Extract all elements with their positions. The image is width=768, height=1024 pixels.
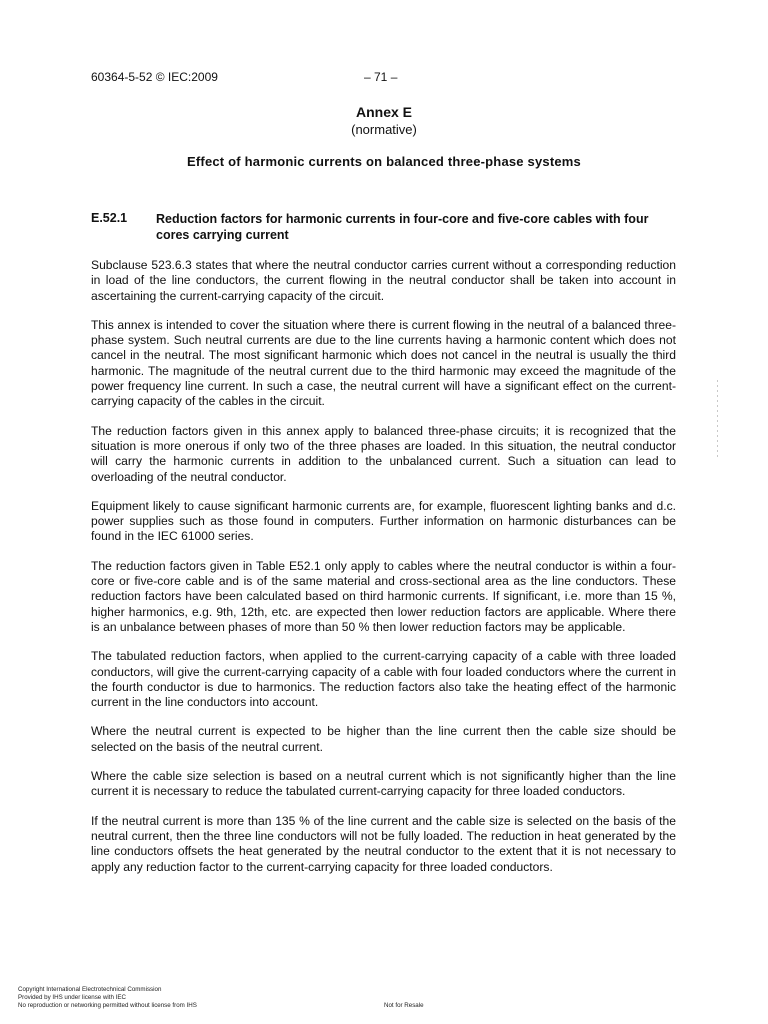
footer-line: Provided by IHS under license with IEC <box>18 994 126 1001</box>
footer-line: No reproduction or networking permitted without license from IHS <box>18 1002 197 1009</box>
not-for-resale-label: Not for Resale <box>384 1002 424 1009</box>
clause-number: E.52.1 <box>91 211 128 225</box>
footer-line: Copyright International Electrotechnical Commission <box>18 986 162 993</box>
document-reference: 60364-5-52 © IEC:2009 <box>91 70 218 84</box>
paragraph: Equipment likely to cause significant harmonic currents are, for example, fluorescent lighting banks and d.c. power supplies such as those found in computers. Further information on harmonic disturbances can be found in the IEC 61000 series. <box>91 498 676 544</box>
paragraph: Where the neutral current is expected to be higher than the line current then the cable size should be selected on the basis of the neutral current. <box>91 724 676 754</box>
paragraph: This annex is intended to cover the situation where there is current flowing in the neutral of a balanced three-phase system. Such neutral currents are due to the line currents having a harmonic content which does not cancel in the neutral. The most significant harmonic which does not cancel in the neutral is usually the third harmonic. The magnitude of the neutral current due to the third harmonic may exceed the magnitude of the power frequency line current. In such a case, the neutral current will have a significant effect on the current-carrying capacity of the cables in the circuit. <box>91 317 676 409</box>
annex-title: Annex E <box>355 104 412 120</box>
clause-title: Reduction factors for harmonic currents in four-core and five-core cables with four cores carrying current <box>156 212 649 242</box>
annex-heading: Effect of harmonic currents on balanced three-phase systems <box>187 154 581 169</box>
paragraph: Where the cable size selection is based on a neutral current which is not significantly higher than the line current it is necessary to reduce the tabulated current-carrying capacity for three loaded conductors. <box>91 769 676 799</box>
margin-watermark <box>714 380 722 460</box>
copyright-footer <box>18 986 197 1010</box>
body-text <box>91 258 676 889</box>
paragraph: If the neutral current is more than 135 % of the line current and the cable size is selected on the basis of the neutral current, then the three line conductors will not be fully loaded. The reduction in heat generated by the line conductors offsets the heat generated by the neutral conductor to the extent that it is not necessary to apply any reduction factor to the current-carrying capacity for three loaded conductors. <box>91 813 676 874</box>
paragraph: The reduction factors given in Table E52.1 only apply to cables where the neutral conductor is within a four-core or five-core cable and is of the same material and cross-sectional area as the line conductors. These reduction factors have been calculated based on third harmonic currents. If significant, i.e. more than 15 %, higher harmonics, e.g. 9th, 12th, etc. are expected then lower reduction factors are applicable. Where there is an unbalance between phases of more than 50 % then lower reduction factors may be applicable. <box>91 558 676 634</box>
paragraph: Subclause 523.6.3 states that where the neutral conductor carries current without a corresponding reduction in load of the line conductors, the current flowing in the neutral conductor shall be taken into account in ascertaining the current-carrying capacity of the circuit. <box>91 258 676 303</box>
paragraph: The tabulated reduction factors, when applied to the current-carrying capacity of a cable with three loaded conductors, will give the current-carrying capacity of a cable with four loaded conductors where the current in the fourth conductor is due to harmonics. The reduction factors also take the heating effect of the harmonic current in the line conductors into account. <box>91 649 676 710</box>
page-number: – 71 – <box>364 70 398 84</box>
paragraph: The reduction factors given in this annex apply to balanced three-phase circuits; it is recognized that the situation is more onerous if only two of the three phases are loaded. In this situation, the neutral conductor will carry the harmonic currents in addition to the unbalanced current. Such a situation can lead to overloading of the neutral conductor. <box>91 423 676 484</box>
annex-subtitle: (normative) <box>351 122 417 137</box>
